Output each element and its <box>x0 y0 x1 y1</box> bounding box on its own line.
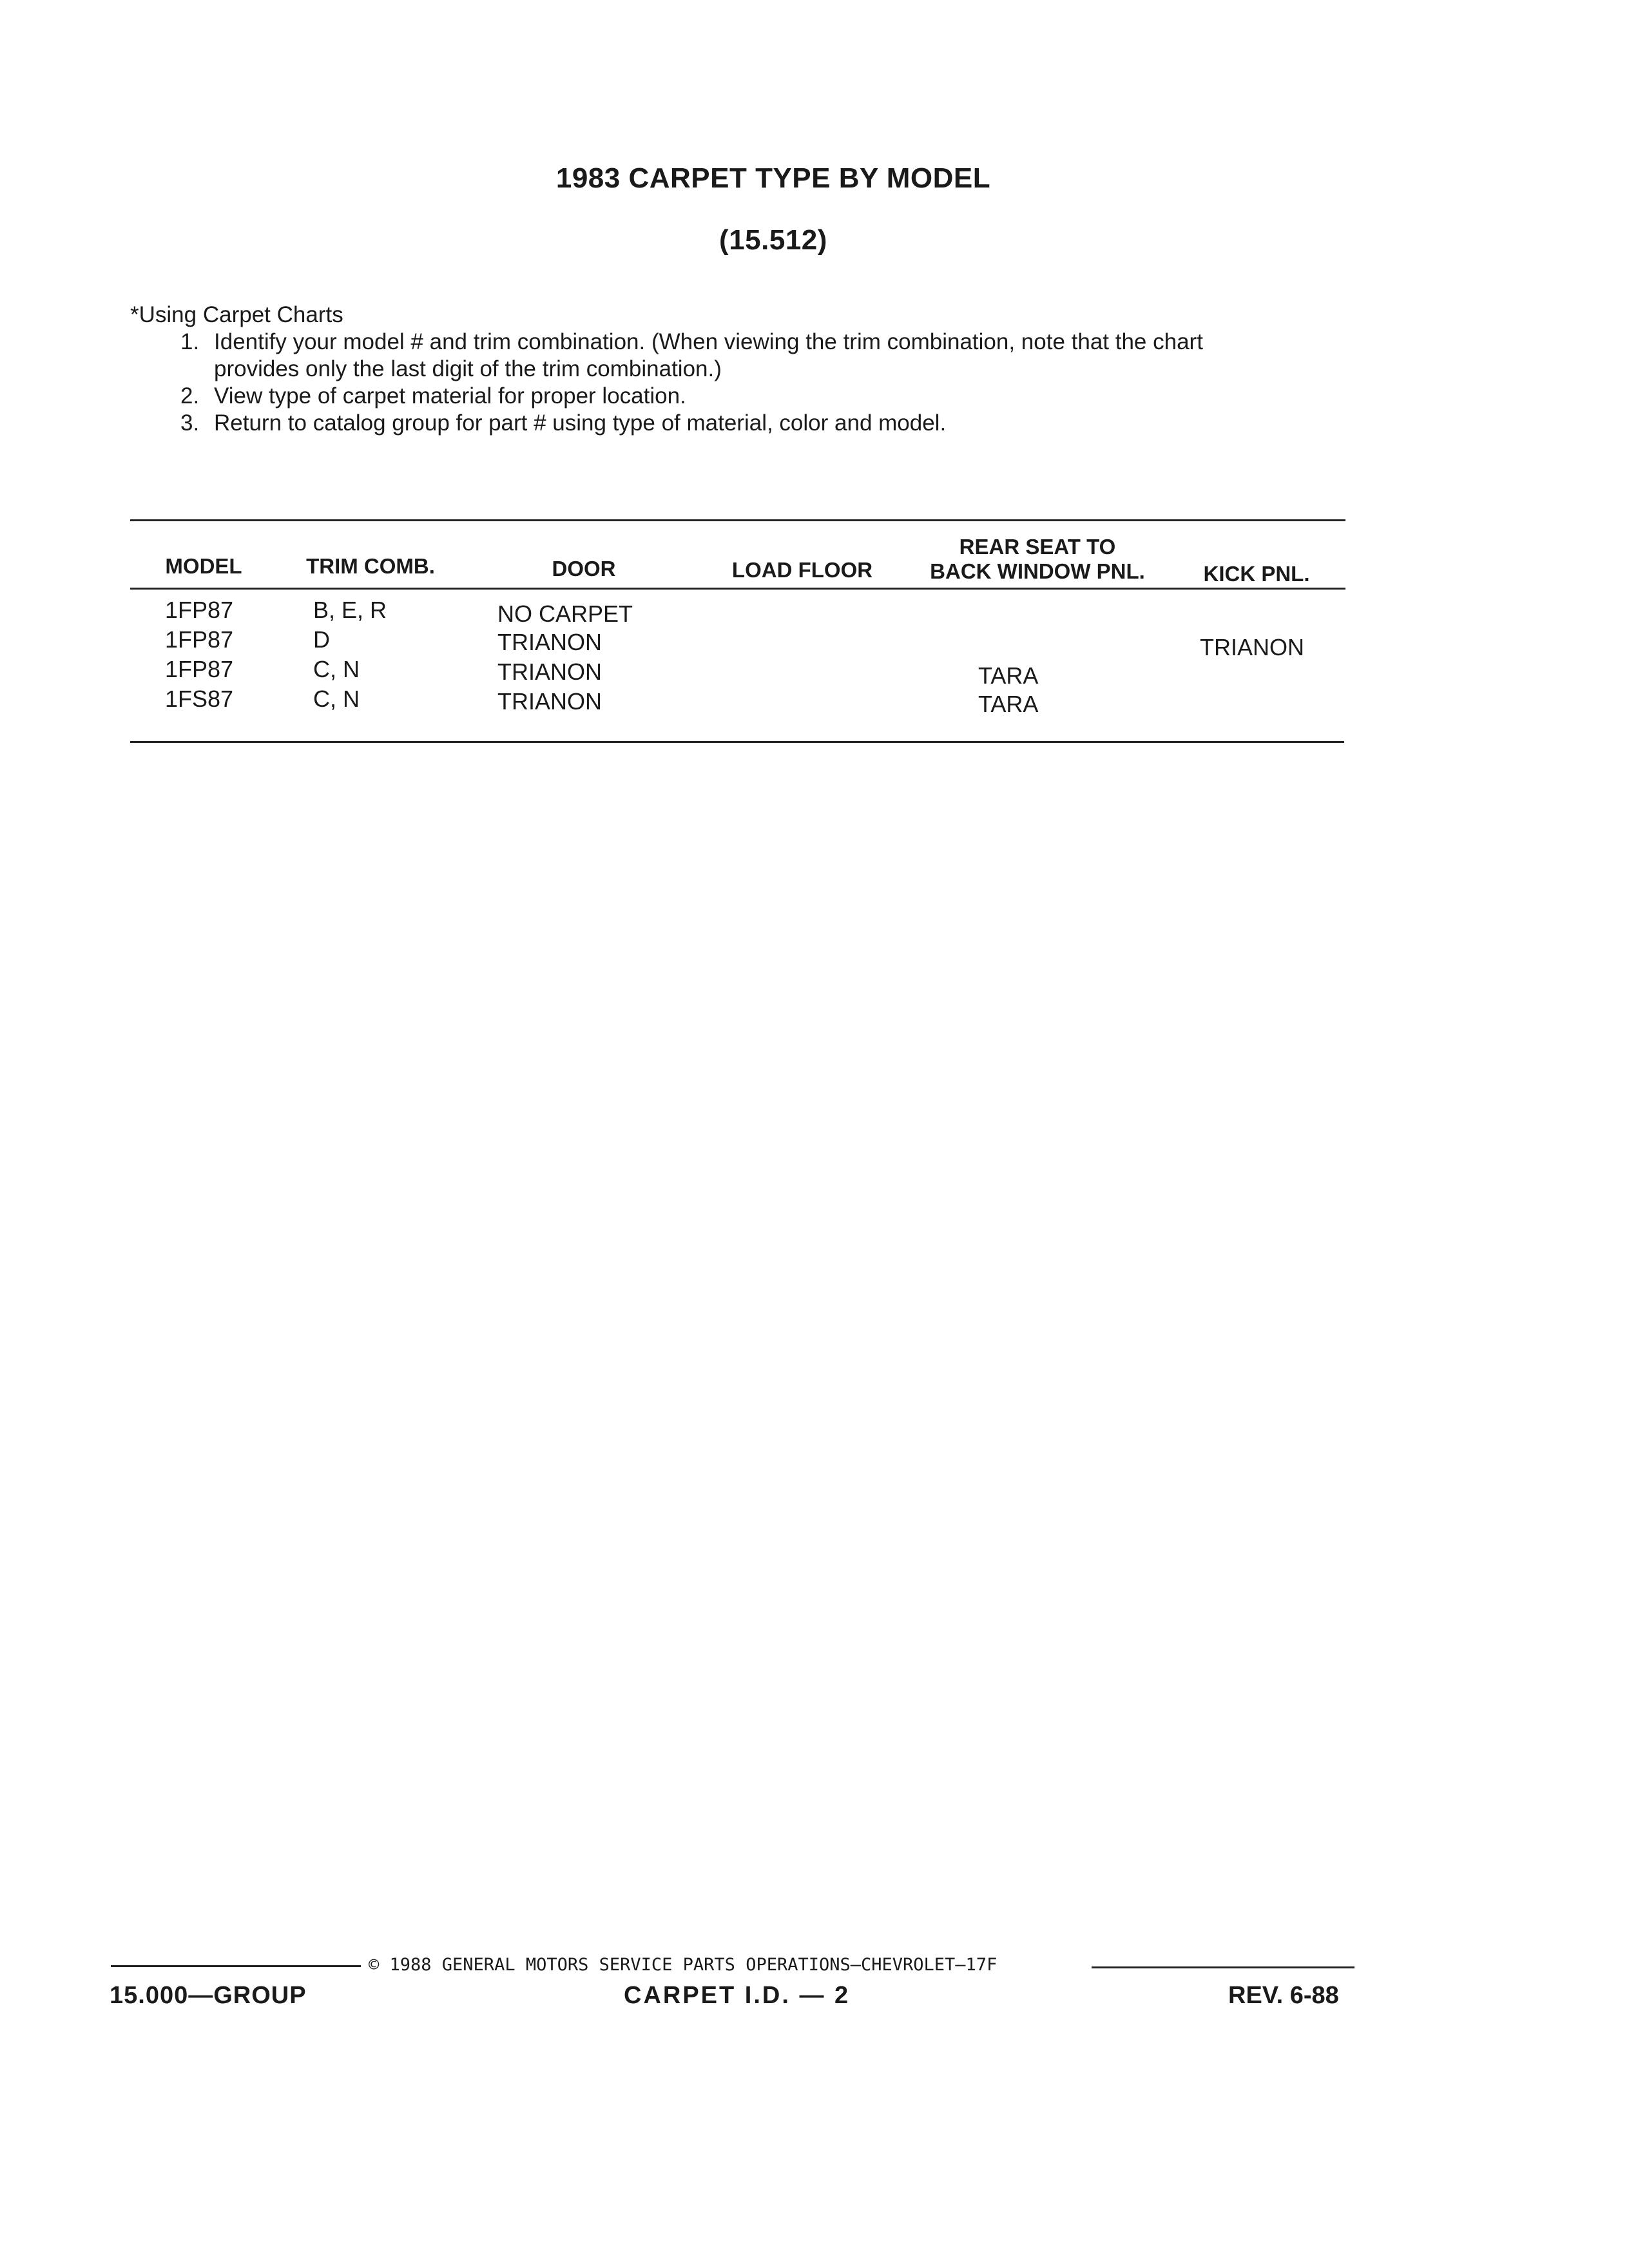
cell-door: TRIANON <box>497 688 602 715</box>
cell-door: TRIANON <box>497 629 602 655</box>
cell-door: TRIANON <box>497 658 602 685</box>
header-door: DOOR <box>552 557 616 581</box>
header-model: MODEL <box>165 554 242 578</box>
header-kick: KICK PNL. <box>1203 562 1310 586</box>
instruction-step <box>130 410 1380 437</box>
instructions-lead: *Using Carpet Charts <box>130 302 343 327</box>
cell-model: 1FP87 <box>165 626 234 653</box>
footer-page-id: CARPET I.D. — 2 <box>624 1982 851 2009</box>
cell-model: 1FP87 <box>165 656 234 682</box>
step-number: 3. <box>180 410 200 436</box>
step-text: Identify your model # and trim combination. (When viewing the trim combination, note that the chart <box>214 329 1203 354</box>
instruction-step <box>130 383 1380 410</box>
step-text-continued: provides only the last digit of the trim combination.) <box>214 356 722 381</box>
step-text: Return to catalog group for part # using type of material, color and model. <box>214 410 947 436</box>
table-header-rule <box>130 588 1345 590</box>
header-load-floor: LOAD FLOOR <box>731 558 873 582</box>
cell-model: 1FS87 <box>165 686 234 712</box>
cell-trim: D <box>313 626 330 653</box>
section-number: (15.512) <box>719 224 827 256</box>
table-bottom-rule <box>130 741 1344 743</box>
cell-rear-seat: TARA <box>978 691 1039 717</box>
cell-rear-seat: TARA <box>978 662 1039 689</box>
instruction-step <box>130 329 1380 383</box>
cell-door: NO CARPET <box>497 601 633 627</box>
cell-trim: B, E, R <box>313 597 387 623</box>
header-trim: TRIM COMB. <box>306 554 435 578</box>
header-rear-seat <box>915 535 1160 584</box>
footer-rule-left <box>111 1965 361 1967</box>
footer-rule-right <box>1092 1966 1354 1968</box>
footer-group: 15.000—GROUP <box>110 1982 307 2009</box>
cell-model: 1FP87 <box>165 597 234 623</box>
cell-trim: C, N <box>313 656 360 682</box>
footer-copyright: © 1988 GENERAL MOTORS SERVICE PARTS OPERATIONS—CHEVROLET–17F <box>369 1955 998 1975</box>
instructions-list <box>130 329 1380 437</box>
page-title: 1983 CARPET TYPE BY MODEL <box>555 162 991 194</box>
step-number: 1. <box>180 329 200 354</box>
step-text: View type of carpet material for proper location. <box>214 383 686 408</box>
step-number: 2. <box>180 383 200 408</box>
header-rear-seat-line1: REAR SEAT TO <box>959 535 1116 559</box>
footer-revision: REV. 6-88 <box>1228 1982 1339 2009</box>
table-top-rule <box>130 519 1345 521</box>
header-rear-seat-line2: BACK WINDOW PNL. <box>930 559 1145 583</box>
instructions <box>130 302 1380 437</box>
cell-trim: C, N <box>313 686 360 712</box>
cell-kick: TRIANON <box>1200 634 1304 660</box>
